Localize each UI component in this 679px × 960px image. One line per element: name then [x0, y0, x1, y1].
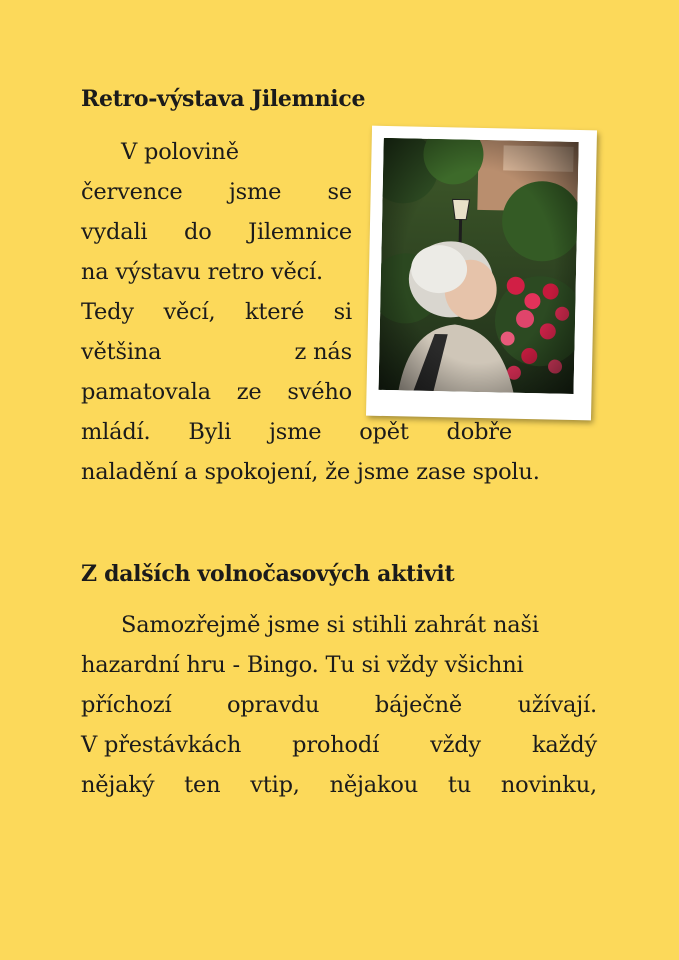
section2-line-4	[81, 725, 597, 765]
section-title-activities: Z dalších volnočasových aktivit	[81, 561, 455, 587]
word: července	[81, 179, 183, 205]
word: prohodí	[292, 732, 380, 758]
section1-line-1	[121, 132, 239, 172]
word: jsme	[228, 179, 282, 205]
word: se	[327, 179, 352, 205]
word: Samozřejmě jsme si stihli zahrát naši	[121, 612, 539, 638]
section2-line-3	[81, 685, 597, 725]
word: každý	[531, 732, 597, 758]
word: věcí,	[163, 299, 216, 325]
section1-line-4	[81, 252, 323, 292]
section1-line-6	[81, 332, 352, 372]
section2-line-2	[81, 645, 524, 685]
word: ze	[236, 379, 262, 405]
section2-line-5	[81, 765, 597, 805]
word: dobře	[446, 419, 512, 445]
word: si	[333, 299, 352, 325]
word: nějaký	[81, 772, 155, 798]
section1-line-5	[81, 292, 352, 332]
word: na výstavu retro věcí.	[81, 259, 323, 285]
photo-illustration	[379, 138, 579, 394]
section2-line-1	[121, 605, 539, 645]
word: příchozí	[81, 692, 172, 718]
word: naladění a spokojení, že jsme zase spolu.	[81, 459, 540, 485]
photo-elderly-woman-with-roses	[379, 138, 579, 394]
section1-line-9	[81, 452, 540, 492]
word: mládí.	[81, 419, 151, 445]
section1-line-7	[81, 372, 352, 412]
word: pamatovala	[81, 379, 211, 405]
word: užívají.	[517, 692, 597, 718]
section1-line-8	[81, 412, 512, 452]
word: většina	[81, 339, 162, 365]
word: báječně	[374, 692, 463, 718]
word: V polovině	[121, 139, 239, 165]
word: hazardní hru - Bingo. Tu si vždy všichni	[81, 652, 524, 678]
section1-line-3	[81, 212, 352, 252]
word: Byli	[188, 419, 232, 445]
photo-frame	[366, 126, 597, 421]
word: V přestávkách	[81, 732, 242, 758]
word: ten	[184, 772, 221, 798]
word: Tedy	[81, 299, 134, 325]
word: z nás	[294, 339, 352, 365]
word: opět	[359, 419, 409, 445]
word: do	[184, 219, 212, 245]
word: Jilemnice	[248, 219, 352, 245]
word: novinku,	[500, 772, 597, 798]
word: nějakou	[329, 772, 419, 798]
section-title-retro: Retro-výstava Jilemnice	[81, 86, 366, 112]
word: tu	[447, 772, 472, 798]
word: vydali	[81, 219, 148, 245]
word: svého	[287, 379, 352, 405]
word: vždy	[430, 732, 481, 758]
word: jsme	[269, 419, 322, 445]
word: které	[245, 299, 305, 325]
word: opravdu	[227, 692, 320, 718]
section1-line-2	[81, 172, 352, 212]
word: vtip,	[250, 772, 300, 798]
